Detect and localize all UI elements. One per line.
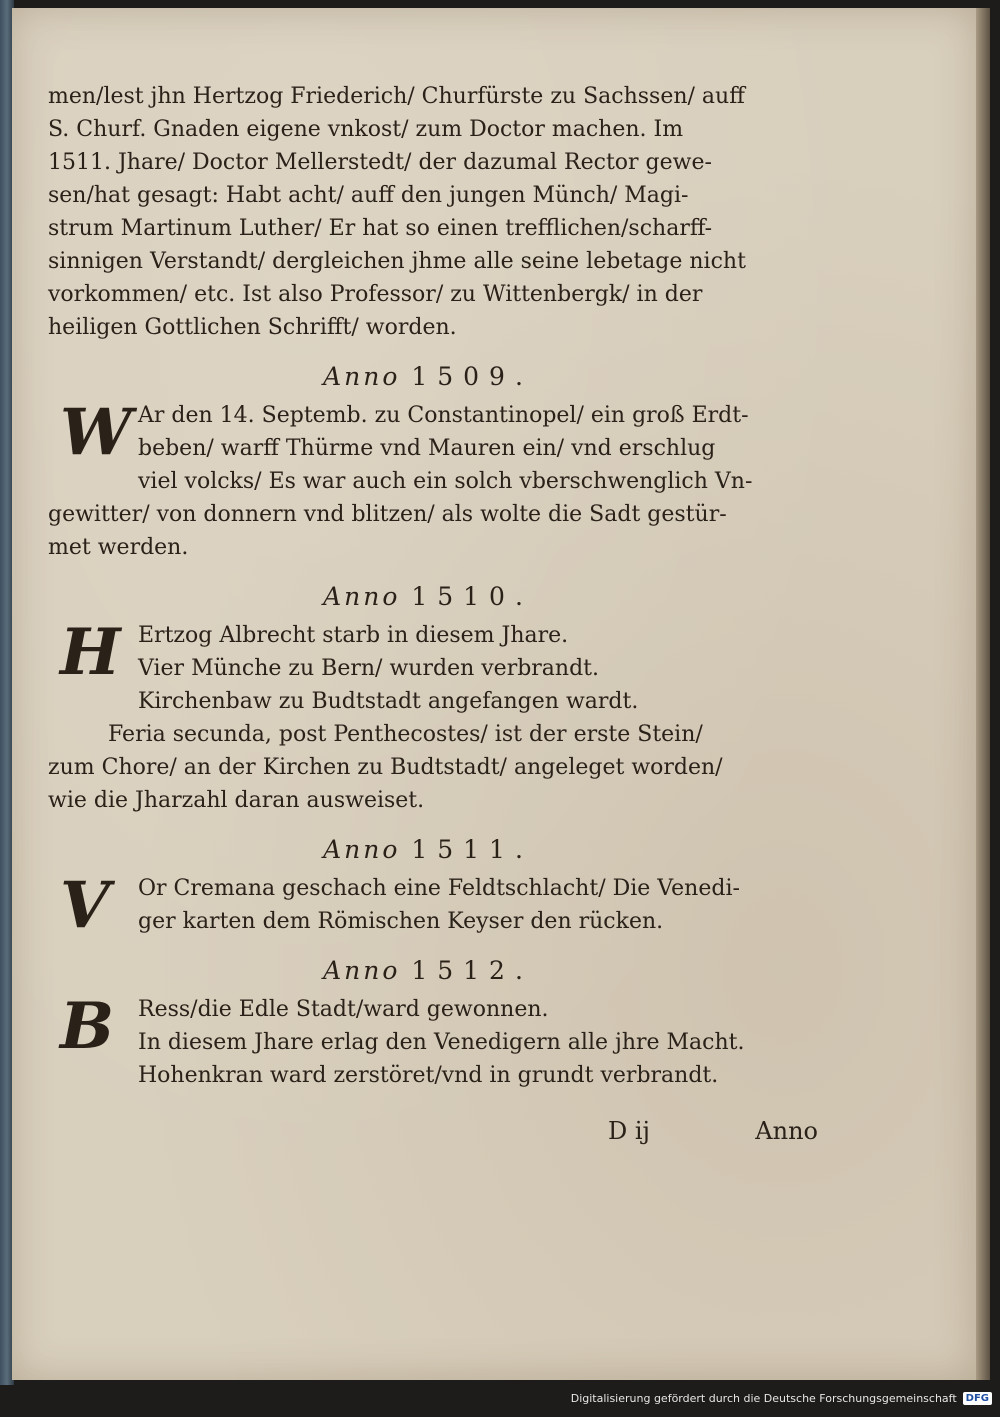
text-line: ger karten dem Römischen Keyser den rücken. [138,909,664,934]
section-entry [48,868,808,943]
signature-mark: D ij [608,1117,650,1145]
text-line: met werden. [48,535,189,560]
decorated-initial: W [60,395,132,470]
decorated-initial: H [60,615,121,690]
section-entry [48,395,808,498]
dfg-logo-icon: DFG [963,1392,992,1405]
text-line: strum Martinum Luther/ Er hat so einen trefflichen/scharff- [48,216,713,241]
year-heading [48,580,808,613]
text-line: sinnigen Verstandt/ dergleichen jhme alle seine lebetage nicht [48,249,746,274]
year-number: 1510. [411,582,533,611]
text-line: S. Churf. Gnaden eigene vnkost/ zum Doctor machen. Im [48,117,684,142]
text-line: Vier Münche zu Bern/ wurden verbrandt. [138,656,600,681]
text-line: Ress/die Edle Stadt/ward gewonnen. [138,997,549,1022]
credit-text: Digitalisierung gefördert durch die Deutsche Forschungsgemeinschaft [570,1392,957,1405]
text-line: men/lest jhn Hertzog Friederich/ Churfürste zu Sachssen/ auff [48,84,745,109]
text-line: Feria secunda, post Penthecostes/ ist der erste Stein/ [108,722,703,747]
text-line: sen/hat gesagt: Habt acht/ auff den jungen Münch/ Magi- [48,183,689,208]
page-footer [608,1117,818,1145]
anno-label: Anno [323,956,401,985]
text-line: beben/ warff Thürme vnd Mauren ein/ vnd erschlug [138,436,716,461]
text-line: In diesem Jhare erlag den Venedigern alle jhre Macht. [138,1030,745,1055]
year-heading [48,954,808,987]
intro-paragraph [48,80,808,344]
text-line: 1511. Jhare/ Doctor Mellerstedt/ der dazumal Rector gewe- [48,150,712,175]
page-edge [976,8,990,1380]
anno-label: Anno [323,582,401,611]
text-line: vorkommen/ etc. Ist also Professor/ zu Wittenbergk/ in der [48,282,703,307]
page-text [48,80,808,1092]
text-line: zum Chore/ an der Kirchen zu Budtstadt/ angeleget worden/ [48,755,723,780]
text-line: Ertzog Albrecht starb in diesem Jhare. [138,623,569,648]
year-number: 1512. [411,956,533,985]
text-line: Kirchenbaw zu Budtstadt angefangen wardt. [138,689,639,714]
text-line: Ar den 14. Septemb. zu Constantinopel/ ein groß Erdt- [138,403,749,428]
section-entry [48,989,808,1092]
section-entry [48,615,808,718]
year-heading [48,360,808,393]
text-line: Or Cremana geschach eine Feldtschlacht/ Die Venedi- [138,876,740,901]
digitization-credit [571,1392,992,1405]
anno-label: Anno [323,835,401,864]
year-number: 1511. [411,835,533,864]
text-line: viel volcks/ Es war auch ein solch vberschwenglich Vn- [138,469,753,494]
decorated-initial: V [60,868,110,943]
anno-label: Anno [323,362,401,391]
decorated-initial: B [60,989,115,1064]
text-line: gewitter/ von donnern vnd blitzen/ als wolte die Sadt gestür- [48,502,727,527]
text-line: heiligen Gottlichen Schrifft/ worden. [48,315,457,340]
year-number: 1509. [411,362,533,391]
catchword: Anno [755,1117,818,1145]
text-line: wie die Jharzahl daran ausweiset. [48,788,425,813]
year-heading [48,833,808,866]
text-line: Hohenkran ward zerstöret/vnd in grundt verbrandt. [138,1063,719,1088]
